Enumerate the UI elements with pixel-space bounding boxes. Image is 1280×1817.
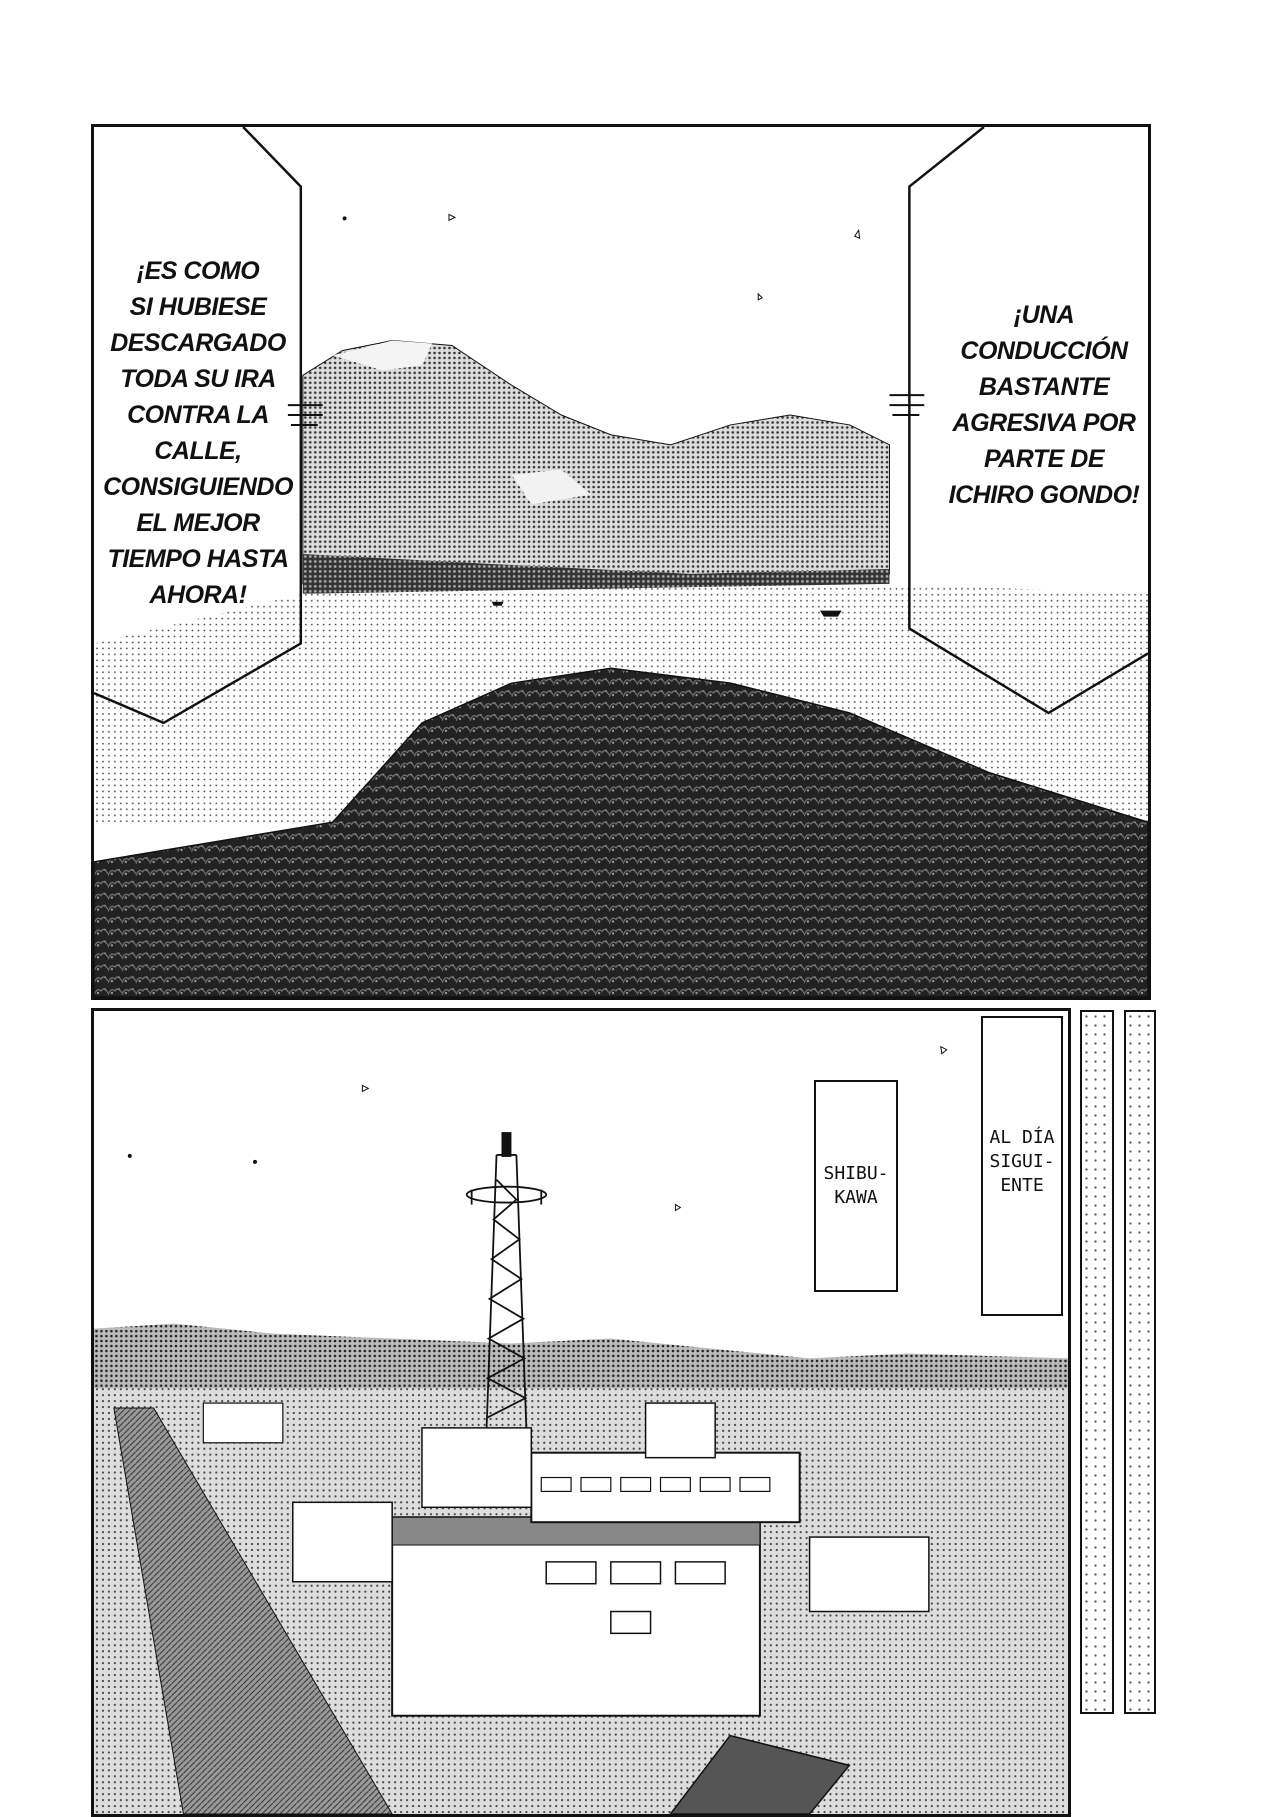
panel-town-view [91, 1008, 1071, 1817]
town-view-art [94, 1011, 1068, 1814]
panel-lake-landscape [91, 124, 1151, 1000]
caption-left-narration: ¡ES COMO SI HUBIESE DESCARGADO TODA SU IRA CONTRA LA CALLE, CONSIGUIENDO EL MEJOR TIEMPO HASTA AHORA! [103, 257, 293, 609]
dotted-border-strip [1080, 1010, 1114, 1714]
dotted-border-strip [1124, 1010, 1156, 1714]
time-caption-box: AL DÍA SIGUI- ENTE [981, 1016, 1063, 1316]
caption-right-narration: ¡UNA CONDUCCIÓN BASTANTE AGRESIVA POR PARTE DE ICHIRO GONDO! [948, 301, 1140, 509]
location-caption-box: SHIBU- KAWA [814, 1080, 898, 1292]
